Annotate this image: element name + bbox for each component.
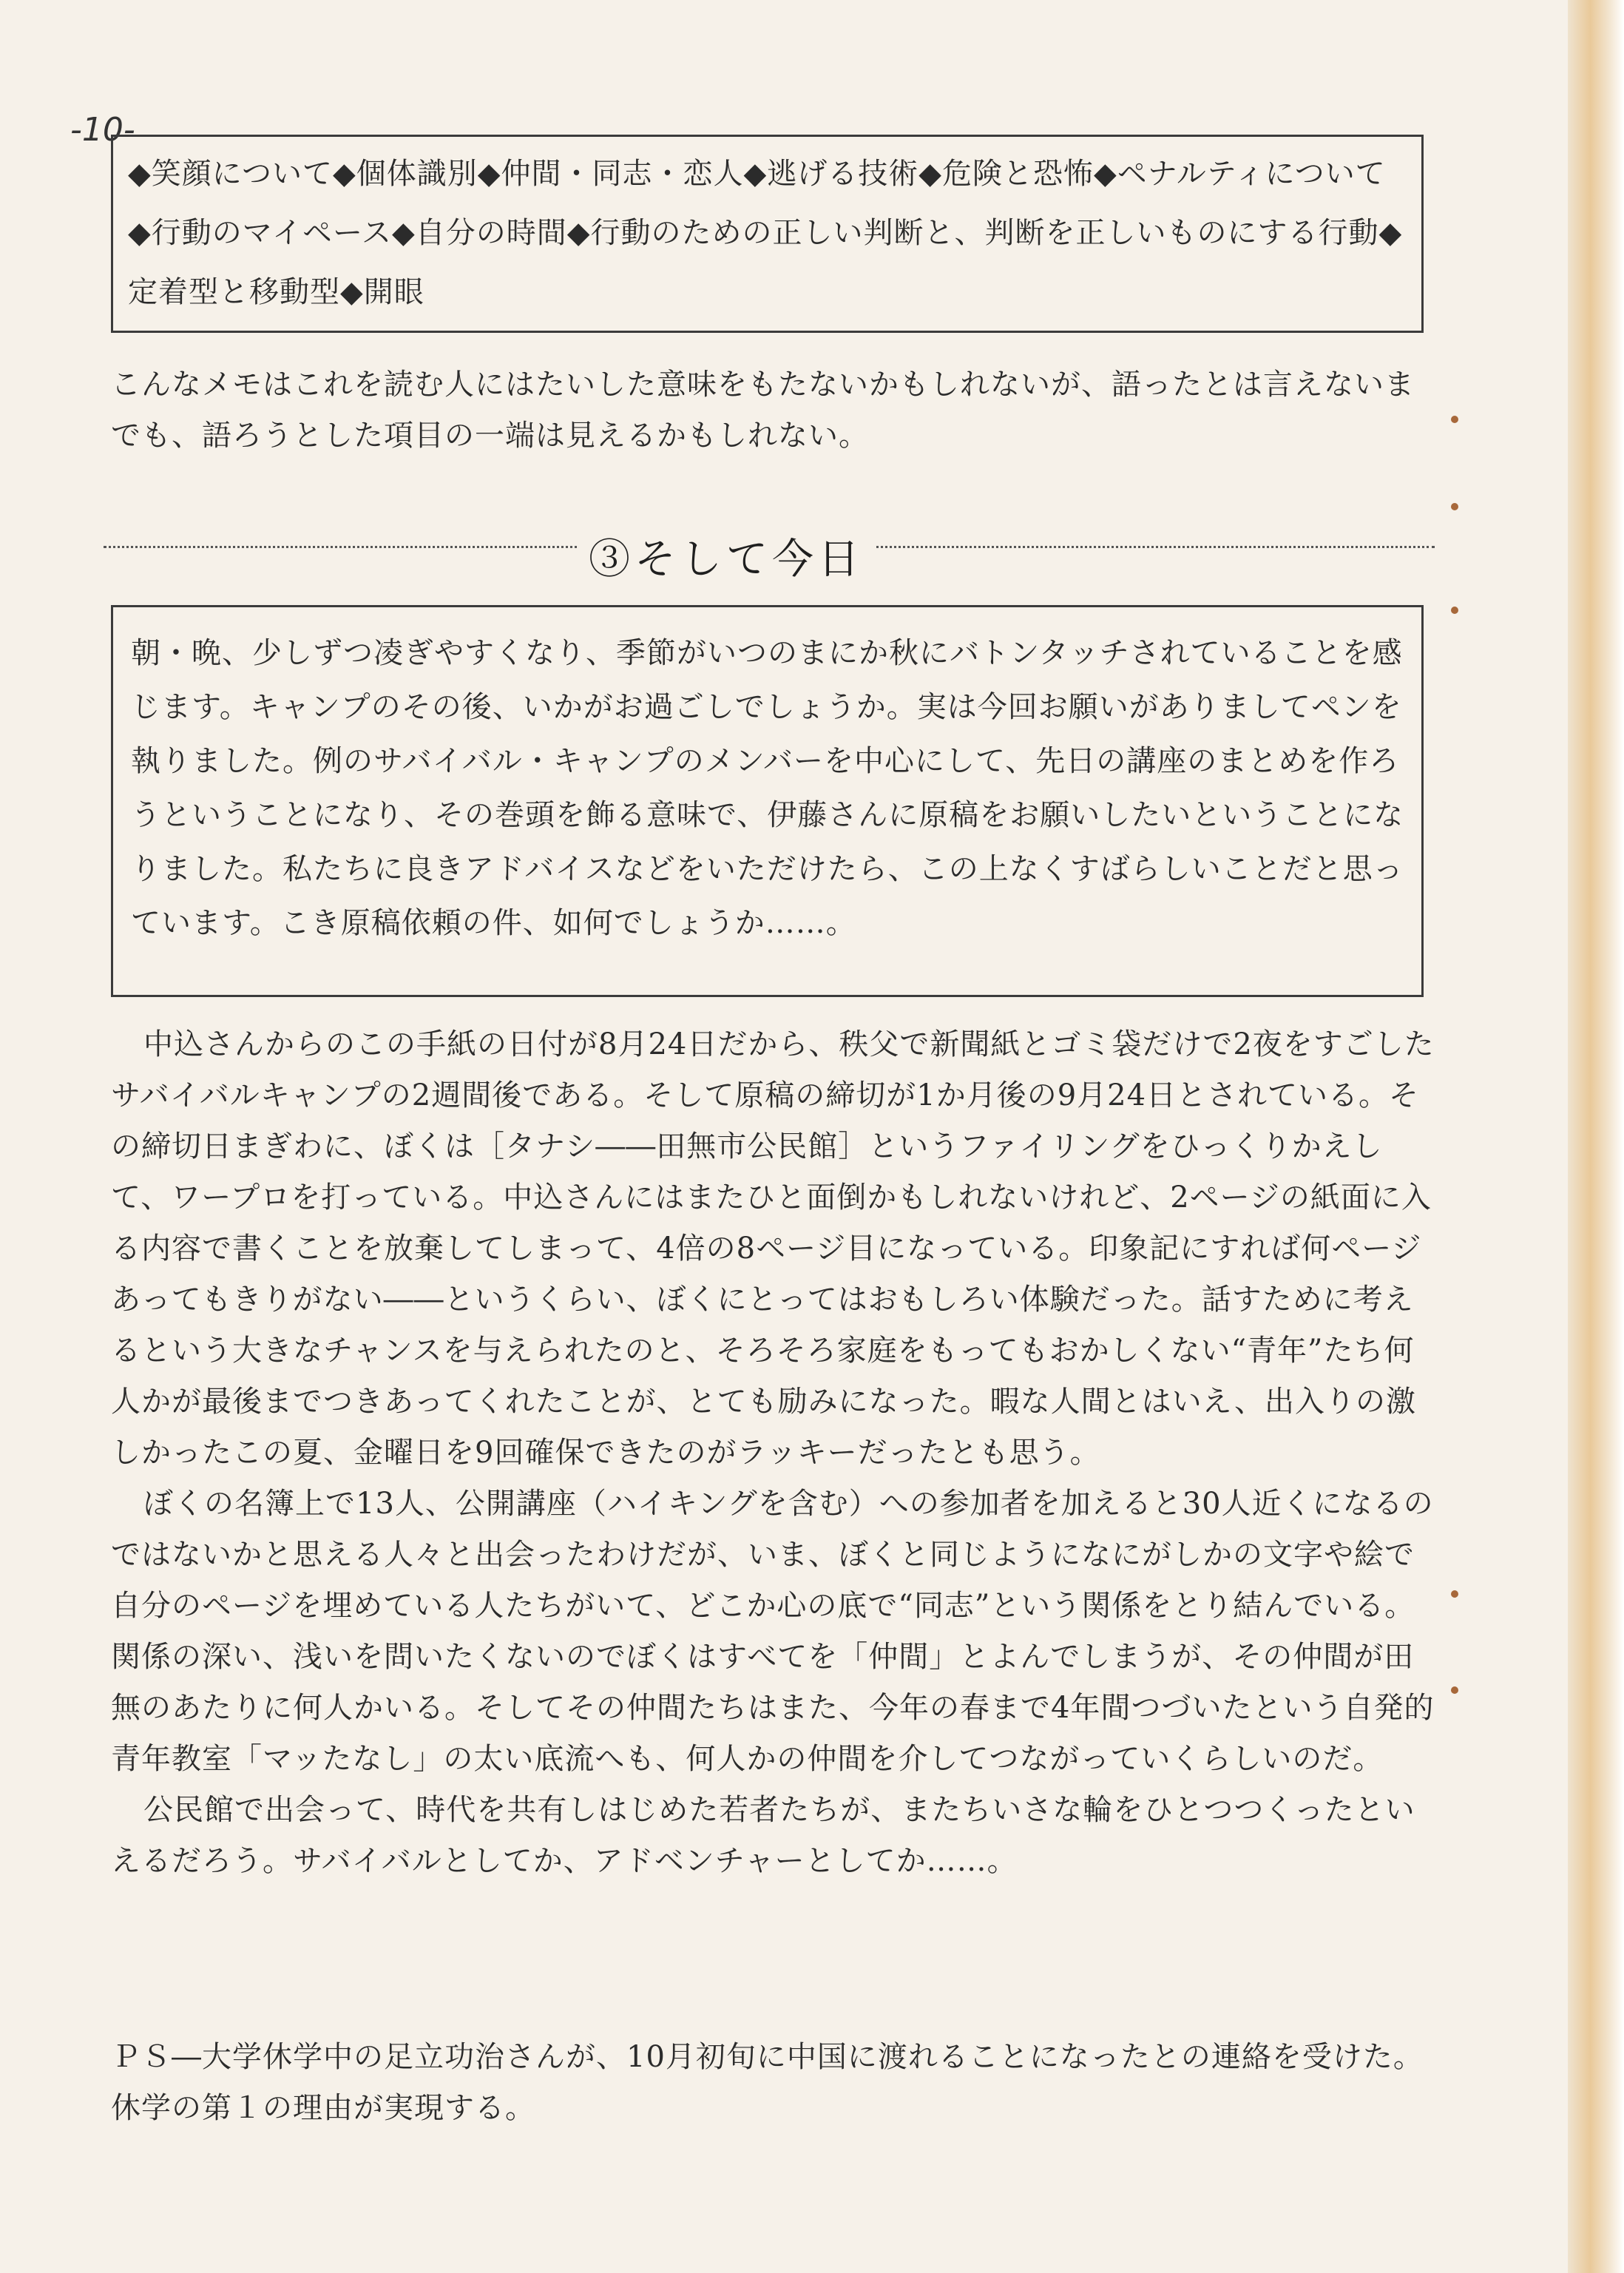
letter-box xyxy=(111,605,1424,997)
section-title: ③そして今日 xyxy=(577,527,876,586)
keywords-box xyxy=(111,135,1424,333)
paper-edge xyxy=(1568,0,1624,2273)
ps-paragraph: ＰＳ―大学休学中の足立功治さんが、10月初旬に中国に渡れることになったとの連絡を受けた。休学の第１の理由が実現する。 xyxy=(111,2040,1424,2125)
punch-hole-mark xyxy=(1451,1686,1458,1694)
keywords-text: ◆笑顔について◆個体識別◆仲間・同志・恋人◆逃げる技術◆危険と恐怖◆ペナルティについて◆行動のマイペース◆自分の時間◆行動のための正しい判断と、判断を正しいものにする行動◆定着型と移動型◆開眼 xyxy=(128,157,1403,309)
letter-text: 朝・晩、少しずつ凌ぎやすくなり、季節がいつのまにか秋にバトンタッチされていることを感じます。キャンプのその後、いかがお過ごしでしょうか。実は今回お願いがありましてペンを執りました。例のサバイバル・キャンプのメンバーを中心にして、先日の講座のまとめを作ろうということになり、その巻頭を飾る意味で、伊藤さんに原稿をお願いしたいということになりました。私たちに良きアドバイスなどをいただけたら、この上なくすばらしいことだと思っています。こき原稿依頼の件、如何でしょうか……。 xyxy=(131,636,1404,940)
page-number: -10- xyxy=(70,111,135,149)
punch-hole-mark xyxy=(1451,1590,1458,1598)
punch-hole-mark xyxy=(1451,416,1458,423)
body-paragraph: 公民館で出会って、時代を共有しはじめた若者たちが、またちいさな輪をひとつつくったといえるだろう。サバイバルとしてか、アドベンチャーとしてか……。 xyxy=(111,1793,1415,1878)
punch-hole-mark xyxy=(1451,607,1458,614)
memo-paragraph: こんなメモはこれを読む人にはたいした意味をもたないかもしれないが、語ったとは言えないまでも、語ろうとした項目の一端は見えるかもしれない。 xyxy=(111,368,1415,453)
punch-hole-mark xyxy=(1451,503,1458,510)
body-paragraph: 中込さんからのこの手紙の日付が8月24日だから、秩父で新聞紙とゴミ袋だけで2夜をすごしたサバイバルキャンプの2週間後である。そして原稿の締切が1か月後の9月24日とされている。その締切日まぎわに、ぼくは［タナシ――田無市公民館］というファイリングをひっくりかえして、ワープロを打っている。中込さんにはまたひと面倒かもしれないけれど、2ページの紙面に入る内容で書くことを放棄してしまって、4倍の8ページ目になっている。印象記にすれば何ページあってもきりがない――というくらい、ぼくにとってはおもしろい体験だった。話すために考えるという大きなチャンスを与えられたのと、そろそろ家庭をもってもおかしくない“青年”たち何人かが最後までつきあってくれたことが、とても励みになった。暇な人間とはいえ、出入りの激しかったこの夏、金曜日を9回確保できたのがラッキーだったとも思う。 xyxy=(111,1027,1435,1470)
body-paragraph: ぼくの名簿上で13人、公開講座（ハイキングを含む）への参加者を加えると30人近くになるのではないかと思える人々と出会ったわけだが、いま、ぼくと同じようになにがしかの文字や絵で自分のページを埋めている人たちがいて、どこか心の底で“同志”という関係をとり結んでいる。関係の深い、浅いを問いたくないのでぼくはすべてを「仲間」とよんでしまうが、その仲間が田無のあたりに何人かいる。そしてその仲間たちはまた、今年の春まで4年間つづいたという自発的青年教室「マッたなし」の太い底流へも、何人かの仲間を介してつながっていくらしいのだ。 xyxy=(111,1487,1435,1776)
body-text xyxy=(111,1019,1435,1887)
